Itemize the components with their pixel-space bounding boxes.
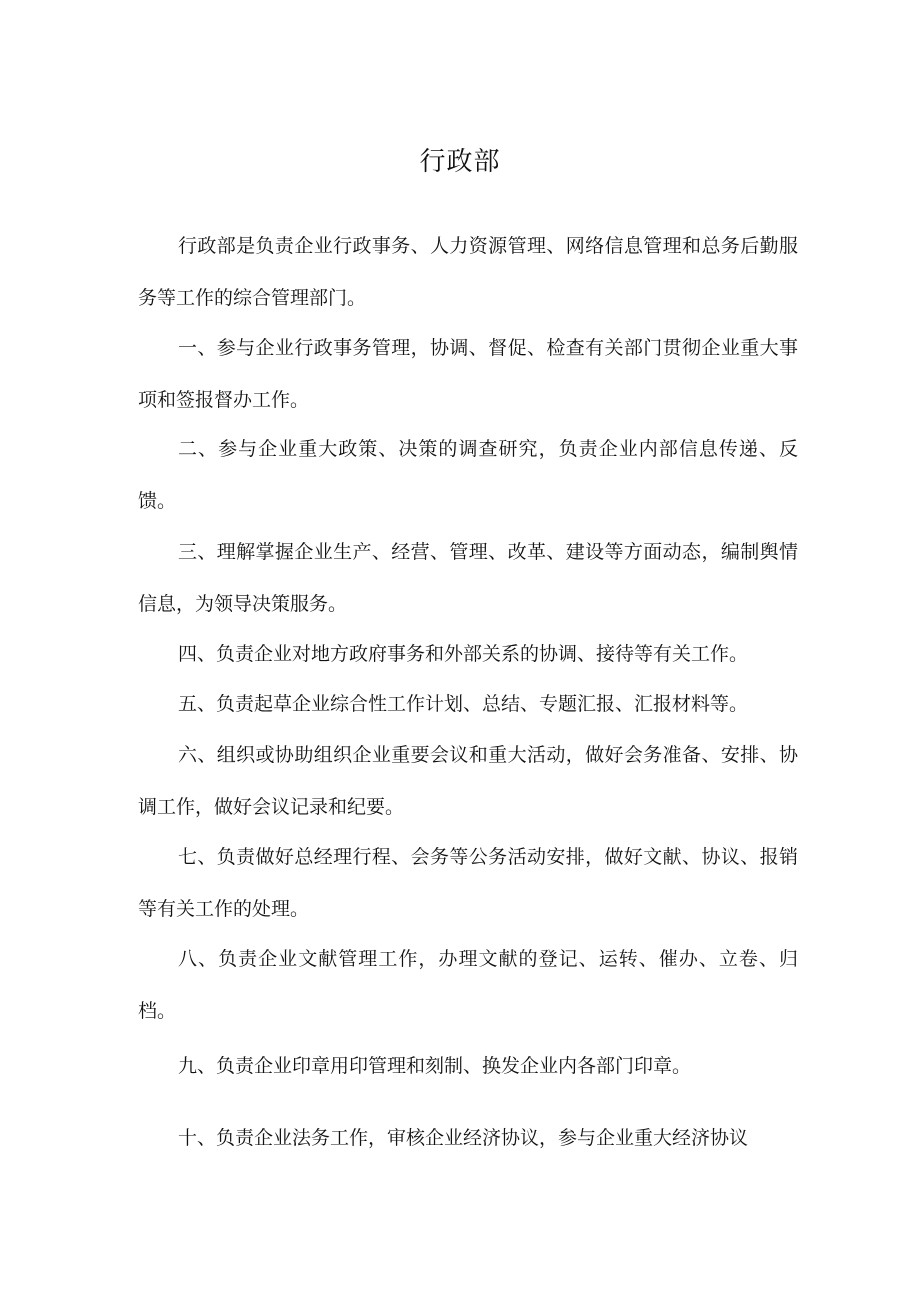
duty-item-7: 七、负责做好总经理行程、会务等公务活动安排，做好文献、协议、报销等有关工作的处理。 xyxy=(138,846,798,920)
duty-item-4: 四、负责企业对地方政府事务和外部关系的协调、接待等有关工作。 xyxy=(178,643,749,665)
duty-item-6: 六、组织或协助组织企业重要会议和重大活动，做好会务准备、安排、协调工作，做好会议记录和纪要。 xyxy=(138,744,798,818)
duty-item-5: 五、负责起草企业综合性工作计划、总结、专题汇报、汇报材料等。 xyxy=(178,693,749,715)
duty-item-1: 一、参与企业行政事务管理，协调、督促、检查有关部门贯彻企业重大事项和签报督办工作。 xyxy=(138,337,798,411)
duty-item-8: 八、负责企业文献管理工作，办理文献的登记、运转、催办、立卷、归档。 xyxy=(138,948,798,1022)
duty-item-3: 三、理解掌握企业生产、经营、管理、改革、建设等方面动态，编制舆情信息，为领导决策服务。 xyxy=(138,541,798,615)
page-title: 行政部 xyxy=(419,147,501,177)
intro-paragraph: 行政部是负责企业行政事务、人力资源管理、网络信息管理和总务后勤服务等工作的综合管理部门。 xyxy=(138,235,798,309)
duty-item-9: 九、负责企业印章用印管理和刻制、换发企业内各部门印章。 xyxy=(178,1055,692,1077)
duty-item-2: 二、参与企业重大政策、决策的调查研究，负责企业内部信息传递、反馈。 xyxy=(138,438,798,512)
duty-item-10: 十、负责企业法务工作，审核企业经济协议，参与企业重大经济协议 xyxy=(178,1127,749,1149)
